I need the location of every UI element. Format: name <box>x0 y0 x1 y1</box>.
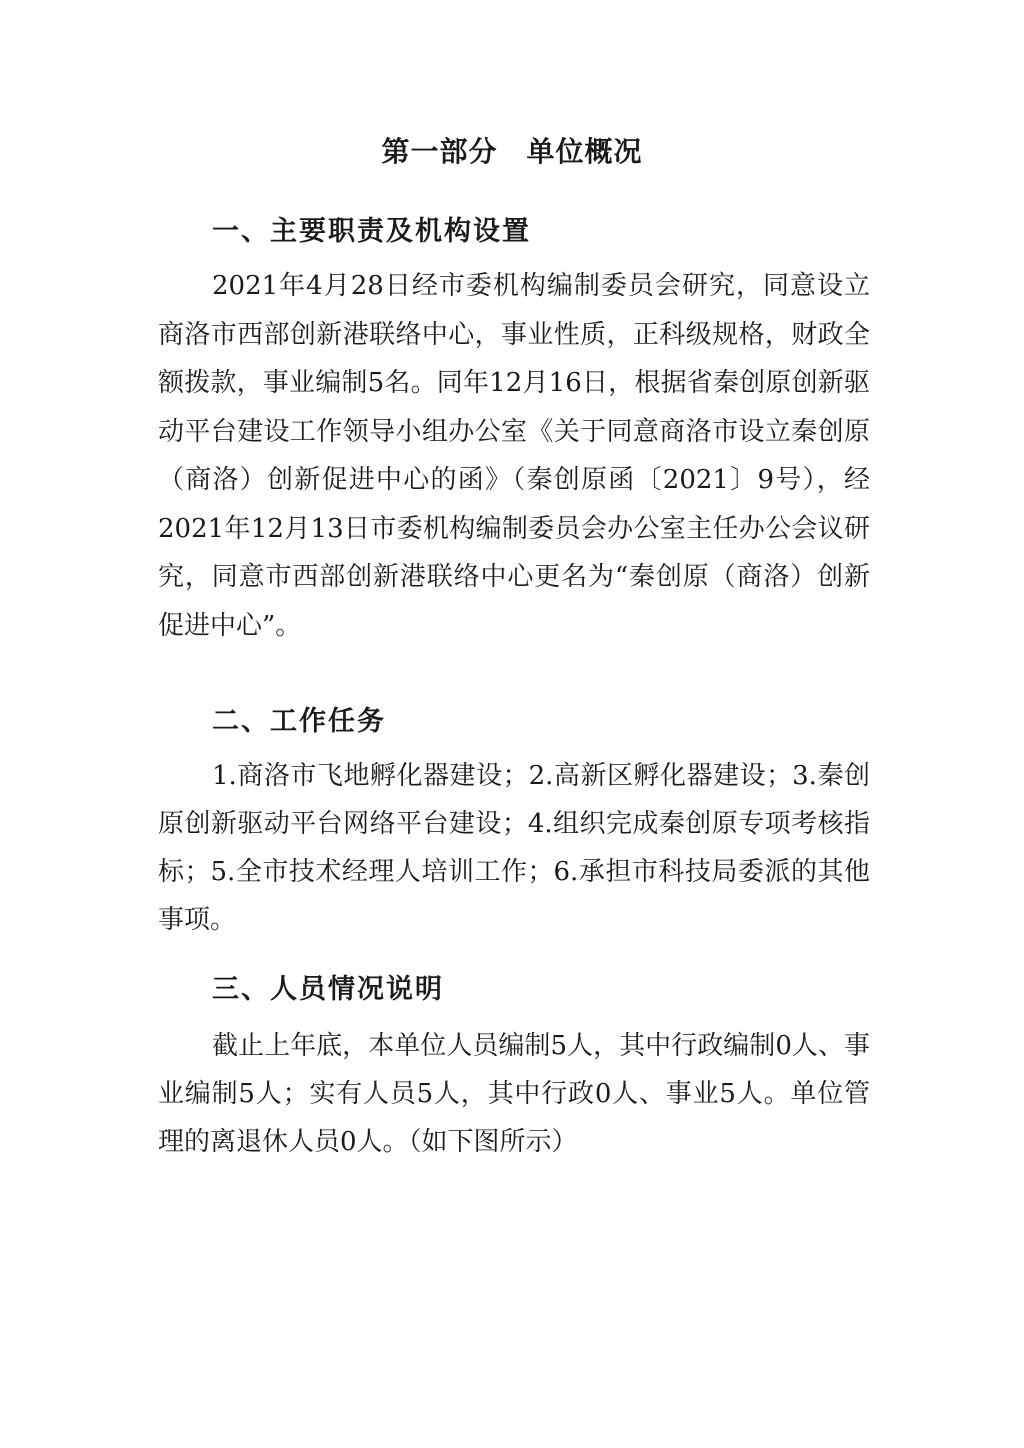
section-heading-personnel: 三、人员情况说明 <box>212 974 444 1005</box>
section-body-personnel: 截止上年底，本单位人员编制5人，其中行政编制0人、事业编制5人；实有人员5人，其中行政0人、事业5人。单位管理的离退休人员0人。（如下图所示） <box>158 1031 870 1157</box>
section-heading-tasks: 二、工作任务 <box>212 706 386 737</box>
section-body-duties: 2021年4月28日经市委机构编制委员会研究，同意设立商洛市西部创新港联络中心，事业性质，正科级规格，财政全额拨款，事业编制5名。同年12月16日，根据省秦创原创新驱动平台建设工作领导小组办公室《关于同意商洛市设立秦创原（商洛）创新促进中心的函》（秦创原函〔2021〕9号），经2021年12月13日市委机构编制委员会办公室主任办公会议研究，同意市西部创新港联络中心更名为“秦创原（商洛）创新促进中心”。 <box>158 271 870 641</box>
section-heading-duties: 一、主要职责及机构设置 <box>212 216 531 247</box>
section-body-tasks: 1.商洛市飞地孵化器建设；2.高新区孵化器建设；3.秦创原创新驱动平台网络平台建设；4.组织完成秦创原专项考核指标；5.全市技术经理人培训工作；6.承担市科技局委派的其他事项。 <box>158 761 870 935</box>
page-title: 第一部分 单位概况 <box>381 135 643 168</box>
